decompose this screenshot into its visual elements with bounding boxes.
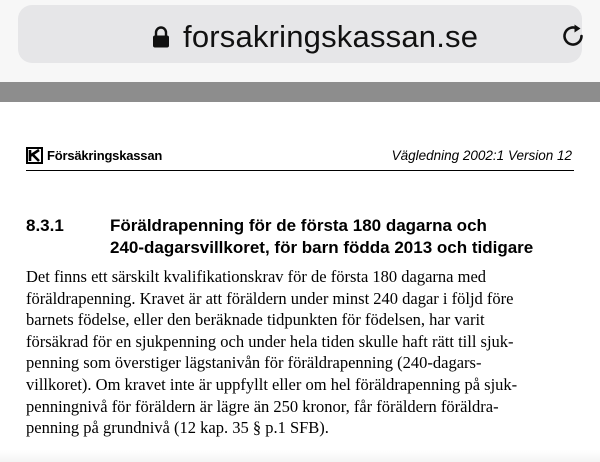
lock-icon: [152, 26, 170, 48]
body-line: penningnivå för föräldern är lägre än 250 kronor, får föräldern föräldra-: [26, 396, 499, 416]
body-line: penning som överstiger lägstanivån för föräldrapenning (240-dagars-: [26, 353, 482, 373]
guide-version: Vägledning 2002:1 Version 12: [391, 148, 572, 163]
body-paragraph: [26, 266, 586, 439]
body-line: föräldrapenning. Kravet är att föräldern under minst 240 dagar i följd före: [26, 288, 514, 308]
document-header: [26, 143, 586, 171]
body-line: försäkrad för en sjukpenning och under hela tiden skulle haft rätt till sjuk-: [26, 331, 514, 351]
logo-text: Försäkringskassan: [47, 148, 163, 163]
forsakringskassan-logo-icon: [26, 147, 43, 164]
reload-icon[interactable]: [559, 22, 587, 50]
body-line: barnets födelse, eller den beräknade tidpunkten för födelsen, har varit: [26, 310, 485, 330]
body-line: villkoret). Om kravet inte är uppfyllt eller om hel föräldrapenning på sjuk-: [26, 374, 518, 394]
header-rule: [26, 170, 574, 171]
page-divider-band: [0, 82, 600, 102]
section-title-line: 240-dagarsvillkoret, för barn födda 2013 och tidigare: [110, 238, 534, 257]
section-title-line: Föräldrapenning för de första 180 dagarna och: [110, 216, 487, 235]
pdf-page: [0, 102, 600, 462]
url-text[interactable]: forsakringskassan.se: [183, 19, 479, 54]
section-title: [110, 215, 590, 259]
browser-toolbar: [0, 0, 600, 82]
body-line: Det finns ett särskilt kvalifikationskrav för de första 180 dagarna med: [26, 267, 487, 286]
address-bar[interactable]: [18, 5, 582, 63]
section-number: 8.3.1: [26, 216, 64, 235]
bottom-fade: [0, 450, 600, 462]
body-line: penning på grundnivå (12 kap. 35 § p.1 SFB).: [26, 418, 329, 438]
